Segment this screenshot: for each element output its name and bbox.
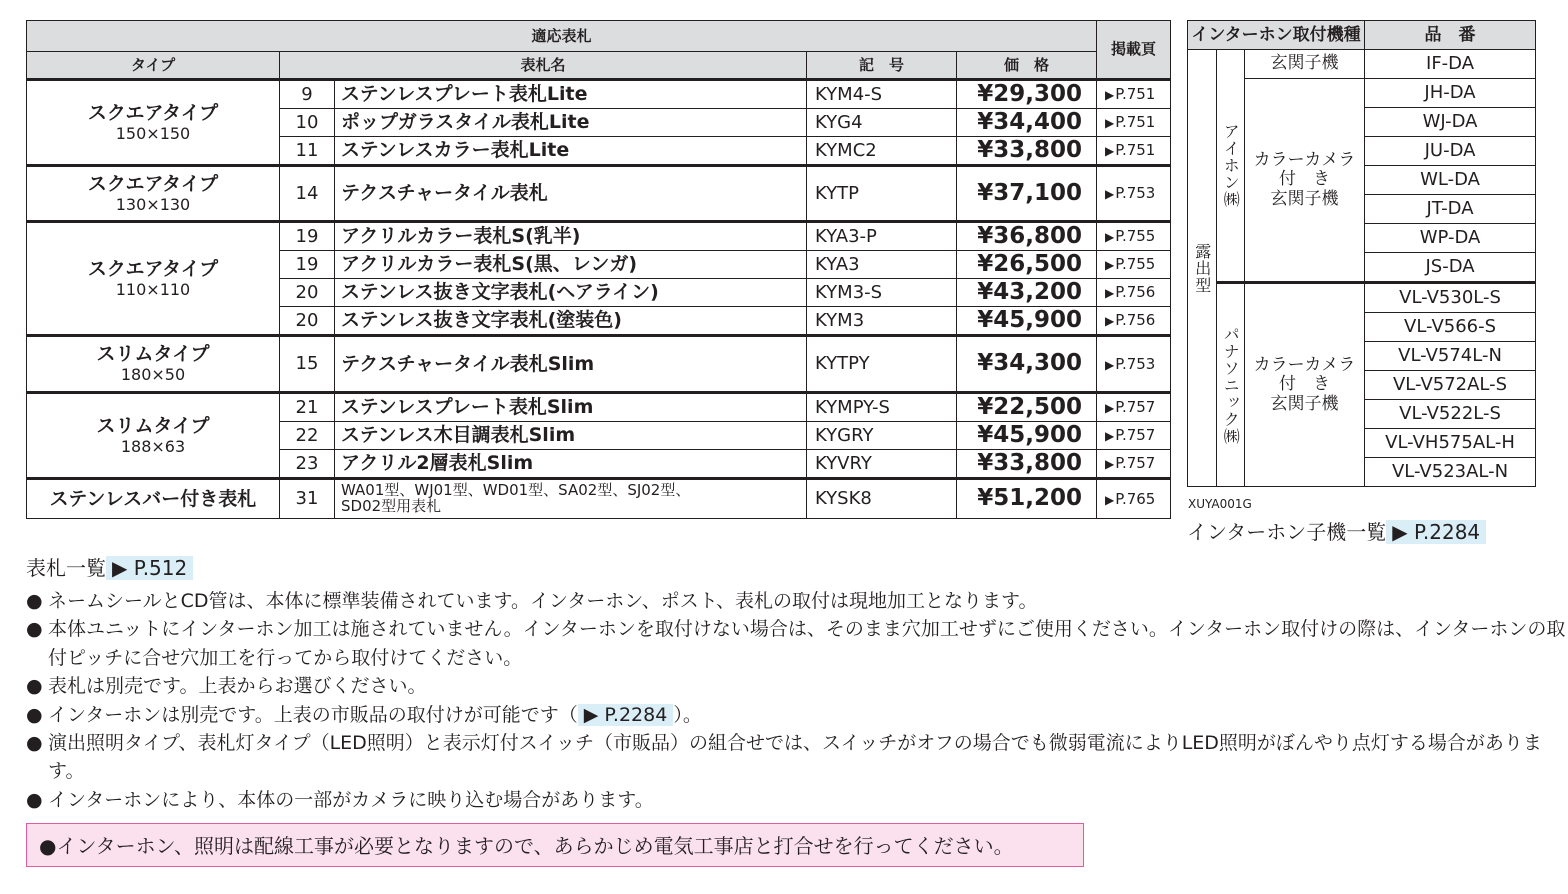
price: ¥26,500 [957, 251, 1097, 279]
page-link[interactable]: ▶ P.2284 [578, 704, 674, 726]
model-code: VL-V566-S [1365, 313, 1536, 342]
entrance-unit-label: 玄関子機 [1245, 50, 1365, 79]
price: ¥43,200 [957, 279, 1097, 307]
type-cell: スクエアタイプ 130×130 [27, 166, 280, 222]
table-row [27, 222, 1171, 251]
model-code: VL-V572AL-S [1365, 371, 1536, 400]
type-cell: ステンレスバー付き表札 [27, 479, 280, 519]
price: ¥34,400 [957, 109, 1097, 137]
type-cell: スクエアタイプ 150×150 [27, 80, 280, 166]
header-name: 表札名 [280, 52, 807, 80]
table-row [27, 166, 1171, 222]
model-code: JH-DA [1365, 79, 1536, 108]
type-cell: スクエアタイプ 110×110 [27, 222, 280, 336]
product-code: KYVRY [807, 450, 957, 479]
type-cell: スリムタイプ 188×63 [27, 393, 280, 479]
reference-label: インターホン子機一覧 [1187, 520, 1387, 544]
header-applicable-nameplate: 適応表札 [27, 21, 1097, 52]
product-code: KYM3 [807, 307, 957, 336]
page-link[interactable]: ▶ P.512 [106, 556, 193, 580]
row-number: 10 [280, 109, 335, 137]
model-code: JT-DA [1365, 195, 1536, 224]
header-type: タイプ [27, 52, 280, 80]
model-code: WJ-DA [1365, 108, 1536, 137]
mount-type: 露出型 [1192, 242, 1212, 294]
type-cell: スリムタイプ 180×50 [27, 336, 280, 393]
note-item: ● インターホンは別売です。上表の市販品の取付けが可能です（ ▶ P.2284 ）。 [26, 703, 702, 726]
model-code: VL-V523AL-N [1365, 458, 1536, 487]
page-link[interactable]: ▶P.751 [1097, 137, 1171, 166]
row-number: 31 [280, 479, 335, 519]
row-number: 19 [280, 222, 335, 251]
note-item: ● 表札は別売です。上表からお選びください。 [26, 675, 427, 698]
model-code: WL-DA [1365, 166, 1536, 195]
product-code: KYM3-S [807, 279, 957, 307]
price: ¥33,800 [957, 137, 1097, 166]
row-number: 20 [280, 279, 335, 307]
table-row [27, 336, 1171, 393]
nameplate-name: WA01型、WJ01型、WD01型、SA02型、SJ02型、 SD02型用表札 [335, 479, 807, 519]
row-number: 19 [280, 251, 335, 279]
price: ¥33,800 [957, 450, 1097, 479]
price: ¥45,900 [957, 422, 1097, 450]
price: ¥37,100 [957, 166, 1097, 222]
nameplate-name: アクリル2層表札Slim [335, 450, 807, 479]
row-number: 11 [280, 137, 335, 166]
product-code: KYA3-P [807, 222, 957, 251]
model-code: WP-DA [1365, 224, 1536, 253]
model-code: VL-V574L-N [1365, 342, 1536, 371]
note-item: ● 演出照明タイプ、表札灯タイプ（LED照明）と表示灯付スイッチ（市販品）の組合せでは、スイッチがオフの場合でも微弱電流によりLED照明がぼんやり点灯する場合があります。 [26, 732, 1542, 783]
image-code: XUYA001G [1188, 497, 1252, 511]
page-link[interactable]: ▶P.757 [1097, 450, 1171, 479]
page-link[interactable]: ▶P.765 [1097, 479, 1171, 519]
model-code: VL-VH575AL-H [1365, 429, 1536, 458]
product-code: KYSK8 [807, 479, 957, 519]
nameplate-list-reference[interactable] [26, 552, 193, 581]
model-code: JU-DA [1365, 137, 1536, 166]
page-link[interactable]: ▶ P.2284 [1386, 520, 1486, 544]
nameplate-name: アクリルカラー表札S(乳半) [335, 222, 807, 251]
wiring-warning-box: ●インターホン、照明は配線工事が必要となりますので、あらかじめ電気工事店と打合せを行ってください。 [26, 823, 1084, 867]
product-code: KYG4 [807, 109, 957, 137]
model-code: VL-V522L-S [1365, 400, 1536, 429]
header-code: 記 号 [807, 52, 957, 80]
camera-unit-label: カラーカメラ 付 き 玄関子機 [1245, 283, 1365, 487]
maker-panasonic: パナソニック㈱ [1221, 325, 1241, 445]
price: ¥51,200 [957, 479, 1097, 519]
header-page: 掲載頁 [1097, 21, 1171, 80]
nameplate-table [26, 20, 1171, 519]
page-link[interactable]: ▶P.756 [1097, 307, 1171, 336]
product-code: KYTPY [807, 336, 957, 393]
page-link[interactable]: ▶P.753 [1097, 336, 1171, 393]
price: ¥45,900 [957, 307, 1097, 336]
note-item: ● 本体ユニットにインターホン加工は施されていません。インターホンを取付けない場合は、そのまま穴加工せずにご使用ください。インターホン取付けの際は、インターホンの取付ピッチに合せ穴加工を行ってから取付けてください。 [26, 618, 1566, 669]
row-number: 15 [280, 336, 335, 393]
maker-aiphone-cell [1217, 50, 1245, 283]
row-number: 9 [280, 80, 335, 109]
nameplate-name: ステンレスプレート表札Lite [335, 80, 807, 109]
page-link[interactable]: ▶P.751 [1097, 80, 1171, 109]
note-item: ● ネームシールとCD管は、本体に標準装備されています。インターホン、ポスト、表札の取付は現地加工となります。 [26, 590, 1038, 612]
nameplate-name: テクスチャータイル表札 [335, 166, 807, 222]
page-link[interactable]: ▶P.751 [1097, 109, 1171, 137]
header-price: 価 格 [957, 52, 1097, 80]
page-link[interactable]: ▶P.757 [1097, 393, 1171, 422]
page-link[interactable]: ▶P.756 [1097, 279, 1171, 307]
product-code: KYMC2 [807, 137, 957, 166]
nameplate-name: ステンレス木目調表札Slim [335, 422, 807, 450]
product-code: KYM4-S [807, 80, 957, 109]
table-row [27, 479, 1171, 519]
product-code: KYGRY [807, 422, 957, 450]
model-code: JS-DA [1365, 253, 1536, 283]
table-row [27, 393, 1171, 422]
mount-type-cell [1188, 50, 1217, 487]
nameplate-name: ポップガラスタイル表札Lite [335, 109, 807, 137]
row-number: 22 [280, 422, 335, 450]
nameplate-name: ステンレスカラー表札Lite [335, 137, 807, 166]
row-number: 20 [280, 307, 335, 336]
price: ¥22,500 [957, 393, 1097, 422]
row-number: 14 [280, 166, 335, 222]
row-number: 21 [280, 393, 335, 422]
header-intercom-model: インターホン取付機種 [1188, 21, 1365, 50]
notes-list [26, 587, 1566, 814]
page-link[interactable]: ▶P.753 [1097, 166, 1171, 222]
model-code: IF-DA [1365, 50, 1536, 79]
page-link[interactable]: ▶P.755 [1097, 222, 1171, 251]
maker-panasonic-cell [1217, 283, 1245, 487]
price: ¥29,300 [957, 80, 1097, 109]
intercom-table [1187, 20, 1536, 487]
nameplate-name: ステンレスプレート表札Slim [335, 393, 807, 422]
intercom-list-reference[interactable] [1187, 516, 1486, 545]
product-code: KYTP [807, 166, 957, 222]
maker-aiphone: アイホン㈱ [1221, 123, 1241, 208]
nameplate-name: ステンレス抜き文字表札(塗装色) [335, 307, 807, 336]
page-link[interactable]: ▶P.755 [1097, 251, 1171, 279]
product-code: KYA3 [807, 251, 957, 279]
nameplate-name: ステンレス抜き文字表札(ヘアライン) [335, 279, 807, 307]
row-number: 23 [280, 450, 335, 479]
product-code: KYMPY-S [807, 393, 957, 422]
table-row [27, 80, 1171, 109]
model-code: VL-V530L-S [1365, 283, 1536, 313]
nameplate-name: テクスチャータイル表札Slim [335, 336, 807, 393]
header-product-code: 品 番 [1365, 21, 1536, 50]
price: ¥34,300 [957, 336, 1097, 393]
price: ¥36,800 [957, 222, 1097, 251]
nameplate-name: アクリルカラー表札S(黒、レンガ) [335, 251, 807, 279]
note-item: ● インターホンにより、本体の一部がカメラに映り込む場合があります。 [26, 788, 654, 811]
reference-label: 表札一覧 [26, 556, 106, 580]
camera-unit-label: カラーカメラ 付 き 玄関子機 [1245, 79, 1365, 283]
page-link[interactable]: ▶P.757 [1097, 422, 1171, 450]
